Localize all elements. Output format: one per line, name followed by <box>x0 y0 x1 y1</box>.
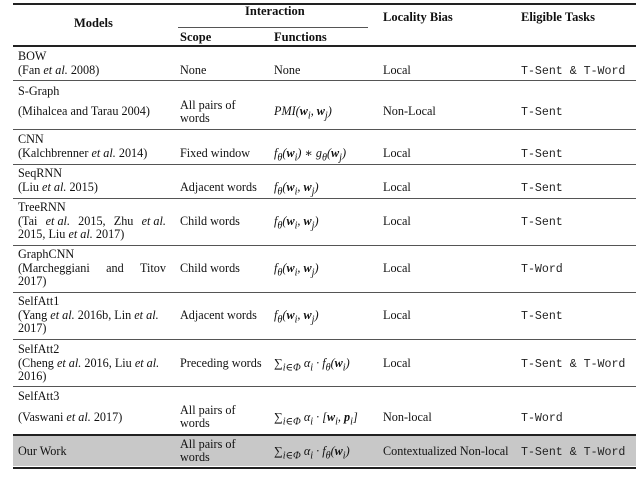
scope-cell: All pairs of <box>180 98 236 112</box>
tasks-cell: T-Sent & T-Word <box>521 358 626 371</box>
scope-cell: words <box>180 416 210 430</box>
model-name: SeqRNN <box>18 166 63 180</box>
function-cell: $f_\theta(w_i$, $w_j$) <box>274 214 319 232</box>
model-citation: (Fan et al. 2008) <box>18 63 100 77</box>
row-rule <box>13 339 636 340</box>
model-citation: 2017) <box>18 321 47 335</box>
tasks-cell: T-Sent <box>521 216 563 229</box>
tasks-cell: T-Sent <box>521 148 563 161</box>
locality-cell: Local <box>383 180 411 194</box>
tasks-cell: T-Sent <box>521 106 563 119</box>
tasks-cell: T-Sent <box>521 310 563 323</box>
model-citation: (Vaswani et al. 2017) <box>18 410 123 424</box>
function-cell: $PMI(w_i$, $w_j$) <box>274 104 332 122</box>
locality-cell: Local <box>383 308 411 322</box>
function-cell: $f_\theta(w_i$, $w_j$) <box>274 308 319 326</box>
model-citation: (Cheng et al. 2016, Liu et al. <box>18 356 160 370</box>
header-interaction: Interaction <box>245 4 305 18</box>
tasks-cell: T-Word <box>521 412 563 425</box>
function-cell: $f_\theta(w_i$, $w_j$) <box>274 180 319 198</box>
row-rule <box>13 292 636 293</box>
model-name: TreeRNN <box>18 200 66 214</box>
scope-cell: Adjacent words <box>180 308 257 322</box>
locality-cell: Local <box>383 214 411 228</box>
row-rule <box>13 386 636 387</box>
tasks-cell: T-Word <box>521 263 563 276</box>
scope-cell: Adjacent words <box>180 180 257 194</box>
function-cell: None <box>274 63 301 77</box>
model-citation: (Liu et al. 2015) <box>18 180 98 194</box>
scope-cell: Child words <box>180 214 240 228</box>
model-citation: (Mihalcea and Tarau 2004) <box>18 104 150 118</box>
locality-cell: Non-Local <box>383 104 436 118</box>
scope-cell: All pairs of <box>180 403 236 417</box>
tasks-cell: T-Sent <box>521 182 563 195</box>
header-tasks: Eligible Tasks <box>521 10 595 24</box>
scope-cell: All pairs of <box>180 437 236 451</box>
row-rule <box>13 198 636 199</box>
row-rule <box>13 129 636 130</box>
scope-cell: Preceding words <box>180 356 262 370</box>
header-models: Models <box>74 16 113 30</box>
header-bottom-rule <box>13 45 636 47</box>
model-name: BOW <box>18 49 47 63</box>
table-top-rule <box>13 3 636 5</box>
row-rule <box>13 245 636 246</box>
model-citation: 2015, Liu et al. 2017) <box>18 227 125 241</box>
tasks-cell: T-Sent & T-Word <box>521 446 626 459</box>
function-cell: $\sum_{i\in\Phi}$ $\alpha_i \cdot f_\theta(w_i)$ <box>274 444 350 462</box>
model-citation: 2017) <box>18 274 47 288</box>
model-name-our-work: Our Work <box>18 444 67 458</box>
header-scope: Scope <box>180 30 212 44</box>
scope-cell: Child words <box>180 261 240 275</box>
locality-cell: Local <box>383 146 411 160</box>
function-cell: $f_\theta(w_i)$ ∗ $g_\theta(w_j)$ <box>274 146 347 164</box>
model-name: SelfAtt3 <box>18 389 60 403</box>
model-name: S-Graph <box>18 84 60 98</box>
locality-cell: Non-local <box>383 410 432 424</box>
model-name: SelfAtt1 <box>18 294 60 308</box>
locality-cell: Local <box>383 356 411 370</box>
scope-cell: Fixed window <box>180 146 251 160</box>
model-name: GraphCNN <box>18 247 75 261</box>
header-functions: Functions <box>274 30 327 44</box>
model-citation: (Kalchbrenner et al. 2014) <box>18 146 148 160</box>
function-cell: $f_\theta(w_i$, $w_j$) <box>274 261 319 279</box>
row-rule <box>13 80 636 81</box>
model-citation: (Tai et al. 2015, Zhu et al. <box>18 214 166 228</box>
model-citation: (Marcheggiani and Titov <box>18 261 166 275</box>
interaction-subrule <box>178 27 368 28</box>
scope-cell: words <box>180 111 210 125</box>
header-locality: Locality Bias <box>383 10 453 24</box>
model-name: CNN <box>18 132 44 146</box>
model-citation: 2016) <box>18 369 47 383</box>
function-cell: $\sum_{i\in\Phi}$ $\alpha_i \cdot [w_i$, $p_i$] <box>274 410 358 428</box>
locality-cell: Local <box>383 63 411 77</box>
table-bottom-rule <box>13 467 636 469</box>
locality-cell: Contextualized Non-local <box>383 444 509 458</box>
model-citation: (Yang et al. 2016b, Lin et al. <box>18 308 159 322</box>
model-name: SelfAtt2 <box>18 342 60 356</box>
scope-cell: words <box>180 450 210 464</box>
function-cell: $\sum_{i\in\Phi}$ $\alpha_i \cdot f_\theta(w_i)$ <box>274 356 350 374</box>
locality-cell: Local <box>383 261 411 275</box>
tasks-cell: T-Sent & T-Word <box>521 65 626 78</box>
scope-cell: None <box>180 63 207 77</box>
